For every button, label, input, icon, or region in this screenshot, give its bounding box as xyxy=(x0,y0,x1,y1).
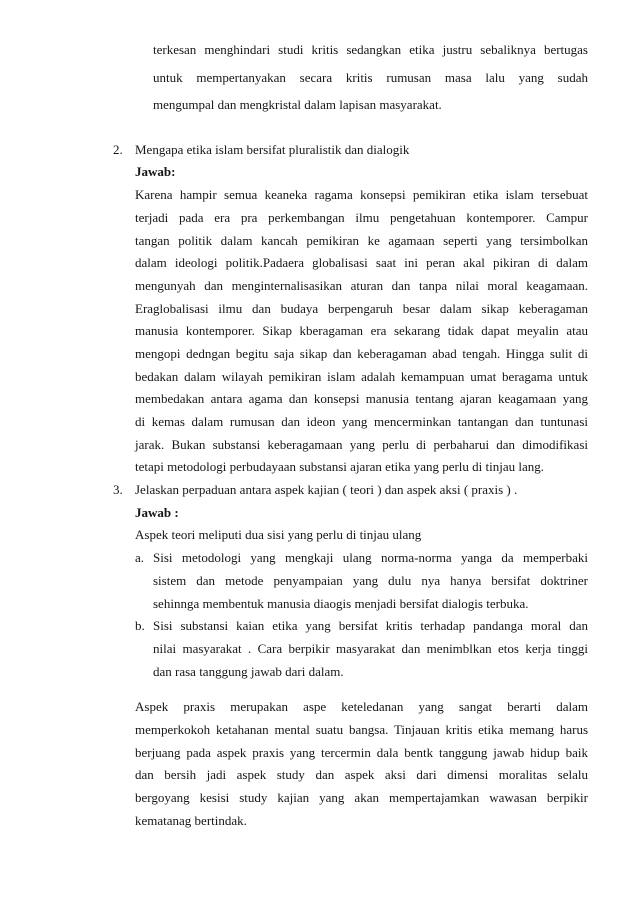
point-a xyxy=(0,547,638,615)
question-heading xyxy=(113,479,588,502)
continuation-line: terkesan menghindari studi kritis sedangkan etika justru sebaliknya bertugas xyxy=(153,42,588,58)
answer-intro: Aspek teori meliputi dua sisi yang perlu di tinjau ulang xyxy=(135,527,422,543)
paragraph-line: berjuang pada aspek praxis yang tercermin dala bentk tanggung jawab hidup baik xyxy=(135,744,588,760)
point-first-line xyxy=(135,547,588,570)
answer-line: jarak. Bukan substansi keberagamaan yang perlu di perbaharui dan dimodifikasi xyxy=(135,436,588,452)
point-line: dan rasa tanggung jawab dari dalam. xyxy=(153,663,344,679)
answer-line: Eraglobalisasi ilmu dan budaya berpengaruh besar dalam sikap keberagaman xyxy=(135,300,588,316)
question-3 xyxy=(0,479,638,832)
point-b xyxy=(0,615,638,683)
document-body xyxy=(0,36,638,832)
answer-line: manusia kontemporer. Sikap kberagaman era sekarang tidak dapat meyalin atau xyxy=(135,323,588,339)
paragraph-line: kematanag bertindak. xyxy=(135,812,247,828)
answer-label: Jawab : xyxy=(135,504,179,520)
continuation-line: mengumpal dan mengkristal dalam lapisan masyarakat. xyxy=(153,97,442,113)
paragraph-line: bergoyang kesisi study kajian yang akan mempertajamkan wawasan berpikir xyxy=(135,790,588,805)
question-text: Mengapa etika islam bersifat pluralistik dan dialogik xyxy=(135,141,410,157)
continuation-line: untuk mempertanyakan secara kritis rumusan masa lalu yang sudah xyxy=(153,69,588,85)
answer-line: tangan politik dalam kancah pemikiran ke agamaan seperti yang tersimbolkan xyxy=(135,232,588,248)
question-number: 2. xyxy=(113,141,123,157)
answer-line: di kemas dalam rumusan dan ideon yang mencerminkan tantangan dan tuntunasi xyxy=(135,414,588,429)
answer-line: membedakan antara agama dan konsepsi manusia tentang ajaran keagamaan yang xyxy=(135,391,588,407)
point-line: nilai masyarakat . Cara berpikir masyarakat dan menimblkan etos kerja tinggi xyxy=(153,640,588,656)
point-line: sehinnga membentuk manusia diaogis menjadi bersifat dialogis terbuka. xyxy=(153,595,529,611)
answer-line: dalam ideologi politik.Padaera globalisasi saat ini peran akal pikiran di dalam xyxy=(135,255,588,271)
point-marker: a. xyxy=(135,550,145,566)
paragraph-line: memperkokoh ketahanan mental suatu bangsa. Tinjauan kritis etika memang harus xyxy=(135,721,588,737)
point-line: Sisi substansi kaian etika yang bersifat kritis terhadap pandanga moral dan xyxy=(153,618,588,634)
item-1-continuation xyxy=(0,36,638,119)
question-number: 3. xyxy=(113,482,123,498)
paragraph-line: dan bersih jadi aspek study dan aspek aksi dari dimensi moralitas selalu xyxy=(135,767,588,783)
point-marker: b. xyxy=(135,618,145,634)
paragraph-line: Aspek praxis merupakan aspe keteledanan yang sangat berarti dalam xyxy=(135,699,588,715)
point-first-line xyxy=(135,615,588,638)
answer-line: Karena hampir semua keaneka ragama konsepsi pemikiran etika islam tersebuat xyxy=(135,187,588,203)
answer-line: tetapi metodologi perbudayaan substansi ajaran etika yang perlu di tinjau lang. xyxy=(135,459,545,475)
question-text: Jelaskan perpaduan antara aspek kajian ( teori ) dan aspek aksi ( praxis ) . xyxy=(135,482,518,498)
answer-line: mengunyah dan menginternalisasikan aturan dan tanpa nilai moral keagamaan. xyxy=(135,277,588,293)
answer-line: mengopi dedngan begitu saja sikap dan keberagaman abad tengah. Hingga sulit di xyxy=(135,345,588,361)
answer-label: Jawab: xyxy=(135,164,176,180)
point-line: sistem dan metode penyampaian yang dulu nya hanya bersifat doktriner xyxy=(153,572,588,588)
praxis-paragraph xyxy=(0,696,638,832)
answer-line: bedakan dalam wilayah pemikiran islam adalah kemampuan umat beragama untuk xyxy=(135,368,588,384)
answer-line: terjadi pada era pra perkembangan ilmu pengetahuan kontemporer. Campur xyxy=(135,209,588,225)
question-2 xyxy=(0,139,638,479)
point-line: Sisi metodologi yang mengkaji ulang norma-norma yanga da memperbaki xyxy=(153,550,588,566)
question-heading xyxy=(113,139,588,162)
